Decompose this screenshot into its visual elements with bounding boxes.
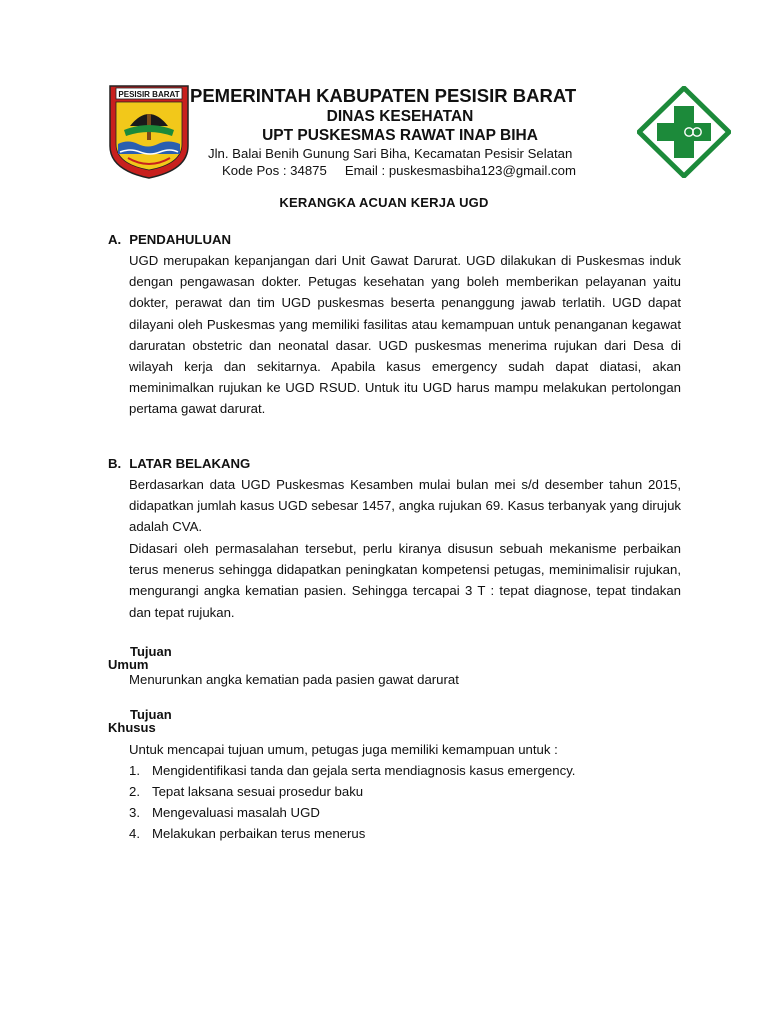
agency-title: DINAS KESEHATAN [326, 108, 474, 125]
section-b-heading [108, 456, 250, 471]
heading-line-2: Umum [108, 657, 149, 672]
contact-line [222, 163, 602, 178]
postal-code: Kode Pos : 34875 [222, 163, 327, 178]
heading-line-1: Tujuan [130, 707, 172, 722]
list-item [129, 802, 689, 823]
address-line: Jln. Balai Benih Gunung Sari Biha, Kecamatan Pesisir Selatan [208, 146, 573, 161]
list-number: 2. [129, 784, 140, 799]
section-a-heading [108, 232, 231, 247]
tujuan-umum-heading [108, 645, 172, 671]
tujuan-khusus-intro: Untuk mencapai tujuan umum, petugas juga memiliki kemampuan untuk : [129, 742, 558, 757]
heading-line-2: Khusus [108, 720, 156, 735]
regency-emblem-logo [108, 84, 190, 180]
email-address: Email : puskesmasbiha123@gmail.com [344, 163, 576, 178]
list-number: 3. [129, 805, 140, 820]
document-title: KERANGKA ACUAN KERJA UGD [279, 195, 489, 210]
latar-belakang-paragraph-1: Berdasarkan data UGD Puskesmas Kesamben mulai bulan mei s/d desember tahun 2015, didapatkan jumlah kasus UGD sebesar 1457, angka rujukan 69. Kasus terbanyak yang dirujuk adalah CVA. [129, 477, 681, 535]
section-label: PENDAHULUAN [129, 232, 232, 247]
latar-belakang-paragraph-2: Didasari oleh permasalahan tersebut, perlu kiranya disusun sebuah mekanisme perbaikan terus menerus sehingga didapatkan peningkatan kompetensi petugas, meminimalisir rujukan, mengurangi angka kematian pasien. Sehingga tercapai 3 T : tepat diagnose, tepat tindakan dan tepat rujukan. [129, 541, 681, 620]
section-letter: B. [108, 456, 122, 471]
tujuan-umum-text: Menurunkan angka kematian pada pasien gawat darurat [129, 672, 459, 687]
list-item [129, 760, 689, 781]
facility-title: UPT PUSKESMAS RAWAT INAP BIHA [262, 127, 538, 144]
list-text: Melakukan perbaikan terus menerus [152, 826, 366, 841]
section-letter: A. [108, 232, 122, 247]
tujuan-khusus-list [129, 760, 689, 844]
pendahuluan-paragraph: UGD merupakan kepanjangan dari Unit Gawat Darurat. UGD dilakukan di Puskesmas induk dengan pengawasan dokter. Petugas kesehatan yang boleh memberikan pelayanan yaitu dokter, perawat dan tim UGD puskesmas beserta penanggung jawab terlatih. UGD dapat dilayani oleh Puskesmas yang memiliki fasilitas atau kemampuan untuk penanganan kegawat daruratan obstetric dan neonatal dasar. UGD puskesmas menerima rujukan dari Desa di wilayah kerja dan sekitarnya. Apabila kasus emergency sudah dapat diatasi, akan meminimalkan rujukan ke UGD RSUD. Untuk itu UGD harus mampu melakukan pertolongan pertama gawat darurat. [129, 253, 681, 417]
section-label: LATAR BELAKANG [129, 456, 251, 471]
list-item [129, 823, 689, 844]
list-text: Mengevaluasi masalah UGD [152, 805, 320, 820]
list-number: 4. [129, 826, 140, 841]
tujuan-khusus-heading [108, 708, 172, 734]
government-title: PEMERINTAH KABUPATEN PESISIR BARAT [190, 85, 577, 106]
list-item [129, 781, 689, 802]
list-text: Mengidentifikasi tanda dan gejala serta mendiagnosis kasus emergency. [152, 763, 576, 778]
list-number: 1. [129, 763, 140, 778]
puskesmas-logo [637, 86, 731, 178]
emblem-label: PESISIR BARAT [118, 90, 180, 99]
list-text: Tepat laksana sesuai prosedur baku [152, 784, 364, 799]
heading-line-1: Tujuan [130, 644, 172, 659]
